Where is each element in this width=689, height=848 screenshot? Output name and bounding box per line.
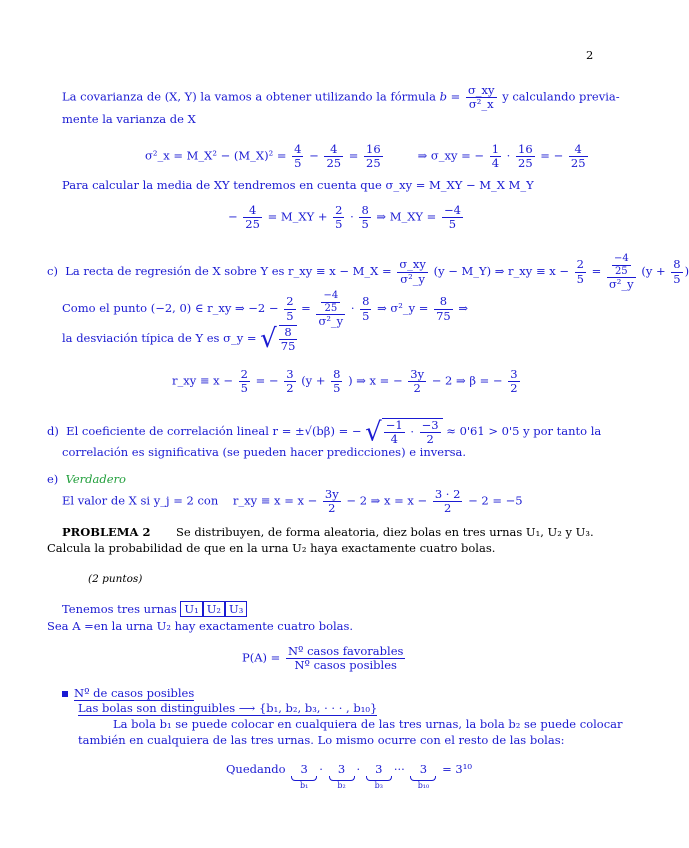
urnas-line: Tenemos tres urnas U₁ U₂ U₃ xyxy=(62,602,247,616)
problema-line2: Calcula la probabilidad de que en la urna U₂ haya exactamente cuatro bolas. xyxy=(47,541,496,555)
page-number: 2 xyxy=(586,48,594,62)
cov-intro-line2: mente la varianza de X xyxy=(62,112,196,126)
variance-equation: σ²_x = M_X² − (M_X)² = $\frac{4}{5}$ − $\frac{4}{25}$ = $\frac{16}{25}$ ⇒ σ_xy = − $\frac{1}{4}$ · $\frac{16}{25}$ = − $\frac{4}{25}$ xyxy=(145,142,586,171)
media-text: Para calcular la media de XY tendremos en cuenta que σ_xy = M_XY − M_X M_Y xyxy=(62,178,534,192)
urna-box: U₂ xyxy=(203,601,225,617)
urna-box: U₁ xyxy=(180,601,202,617)
pa-formula: P(A) = $\frac{\text{Nº casos favorables}}{\text{Nº casos posibles}}$ xyxy=(242,644,404,673)
part-e-title: Verdadero xyxy=(65,472,126,486)
para1: La bola b₁ se puede colocar en cualquiera de las tres urnas, la bola b₂ se puede colocar xyxy=(113,717,623,731)
part-e-header: e) Verdadero xyxy=(47,472,126,486)
cov-formula-lhs: b = xyxy=(439,89,461,104)
cov-intro-line xyxy=(62,84,620,111)
problema-title: PROBLEMA 2 xyxy=(62,525,151,539)
part-d-line1: d) El coeficiente de correlación lineal r = ±√(bβ) = − √ $\frac{-1}{4}$ · $\frac{-3}{2}$ ≈ 0'61 > 0'5 y por tanto la xyxy=(47,417,602,448)
part-e-line: El valor de X si y_j = 2 con r_xy ≡ x = x − $\frac{3y}{2}$ − 2 ⇒ x = x − $\frac{3 \cdot 2}{2}$ − 2 = −5 xyxy=(62,487,523,516)
cov-intro-post: y calculando previa- xyxy=(502,89,620,104)
part-d-line2: correlación es significativa (se pueden hacer predicciones) e inversa. xyxy=(62,445,466,459)
cov-intro-pre: La covarianza de (X, Y) la vamos a obtener utilizando la fórmula xyxy=(62,89,436,104)
problema-puntos: (2 puntos) xyxy=(88,573,143,585)
sea-line: Sea A =en la urna U₂ hay exactamente cuatro bolas. xyxy=(47,619,354,633)
part-c-punto: Como el punto (−2, 0) ∈ r_xy ⇒ −2 − $\frac{2}{5}$ = $\frac{\frac{-4}{25}}{\text{σ²\_y}}$ · $\frac{8}{5}$ ⇒ σ²_y = $\frac{8}{75}$ ⇒ xyxy=(62,290,469,328)
quedando-line: Quedando 3 b₁ · 3 b₂ · 3 b₃ ··· 3 b₁₀ = 3¹⁰ xyxy=(226,762,472,790)
part-c-line1: c) La recta de regresión de X sobre Y es r_xy ≡ x − M_X = $\frac{\sigma\_xy}{\text{σ²\_y}}$ (y − M_Y) ⇒ r_xy ≡ x − $\frac{2}{5}$ = $\frac{\frac{-4}{25}}{\text{σ²\_y}}$ (y + $\frac{8}{5}$ ) xyxy=(47,253,689,291)
part-c-rxy: r_xy ≡ x − $\frac{2}{5}$ = − $\frac{3}{2}$ (y + $\frac{8}{5}$ ) ⇒ x = − $\frac{3y}{2}$ − 2 ⇒ β = − $\frac{3}{2}$ xyxy=(172,367,518,396)
bullet-casos: Nº de casos posibles xyxy=(62,686,194,700)
bullet-icon xyxy=(62,691,68,697)
para2: también en cualquiera de las tres urnas. Lo mismo ocurre con el resto de las bolas: xyxy=(78,733,565,747)
problema-line1: PROBLEMA 2 Se distribuyen, de forma aleatoria, diez bolas en tres urnas U₁, U₂ y U₃. xyxy=(62,525,594,539)
urna-box: U₃ xyxy=(225,601,247,617)
cov-formula-frac: $\frac{\sigma\_xy}{\text{σ²\_x}}$ xyxy=(467,83,495,112)
mxy-equation: − $\frac{4}{25}$ = M_XY + $\frac{2}{5}$ · $\frac{8}{5}$ ⇒ M_XY = $\frac{-4}{5}$ xyxy=(228,203,461,232)
bullet-sub: Las bolas son distinguibles ⟶ {b₁, b₂, b₃, · · · , b₁₀} xyxy=(78,701,378,715)
part-c-desv: la desviación típica de Y es σ_y = √ $\frac{8}{75}$ xyxy=(62,324,296,355)
